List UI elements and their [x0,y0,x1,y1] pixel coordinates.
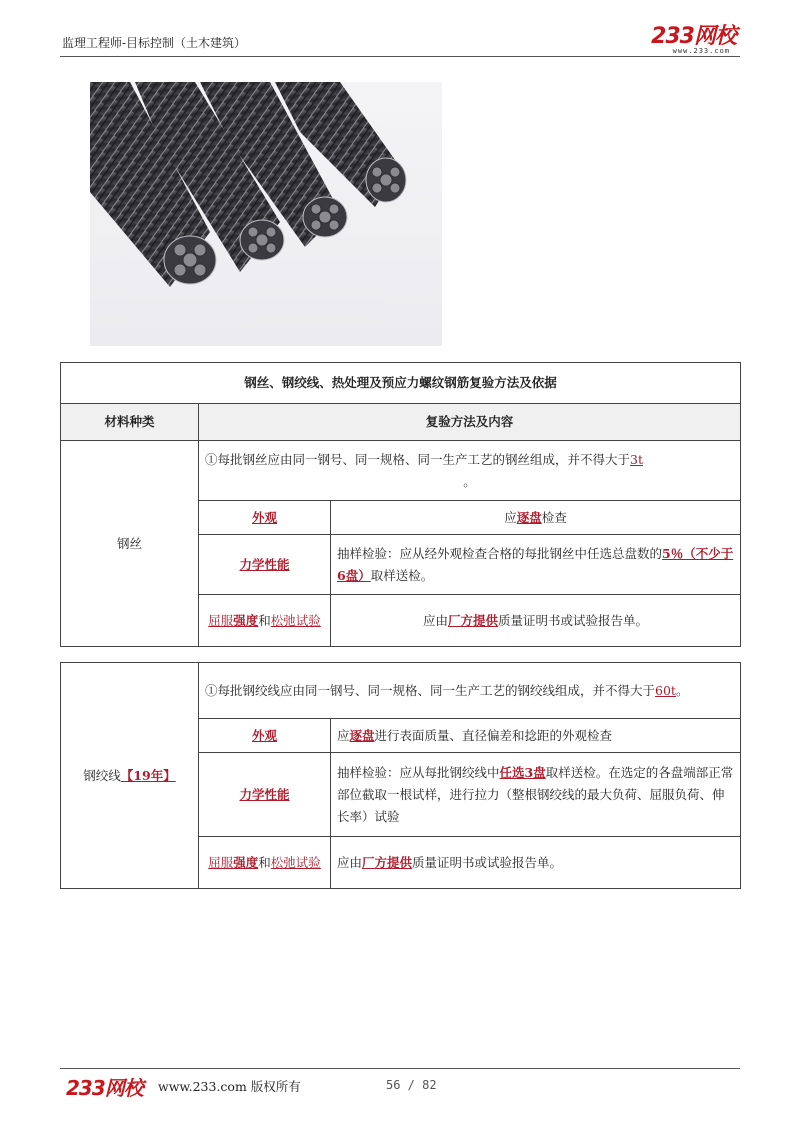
strand-appearance-keyword: 逐盘 [349,727,375,743]
mechanical-text-a: 抽样检验：应从经外观检查合格的每批钢丝中任选总盘数的 [337,545,663,561]
yield-label-4: 松弛试验 [270,612,321,628]
exam-year-tag: 【19年】 [120,767,176,783]
strand-batch-end: 。 [675,682,689,698]
page-number: 56 / 82 [386,1078,437,1092]
batch-rule-end: 。 [463,473,476,489]
col-header-material: 材料种类 [61,404,199,441]
yield-text-b: 质量证明书或试验报告单。 [498,612,649,628]
steel-strand-icon [90,82,442,346]
yield-text-a: 应由 [422,612,448,628]
header-divider [60,56,740,57]
table-caption: 钢丝、钢绞线、热处理及预应力螺纹钢筋复验方法及依据 [61,363,741,404]
appearance-keyword: 逐盘 [516,509,542,525]
col-header-method: 复验方法及内容 [199,404,741,441]
mechanical-method [331,535,741,595]
strand-appearance-b: 进行表面质量、直径偏差和捻距的外观检查 [374,727,613,743]
strand-prop-yield-relaxation [199,837,331,889]
mechanical-keyword: 5％（不少于6盘） [337,545,734,583]
yield-method [331,595,741,647]
prop-mechanical-label: 力学性能 [239,556,290,572]
steel-strand-photo [90,82,442,346]
strand-mechanical-keyword: 任选3盘 [499,764,546,780]
strand-appearance-method [331,719,741,753]
strand-appearance-a: 应 [337,727,350,743]
mechanical-text-b: 取样送检。 [370,567,434,583]
strand-batch-rule [199,663,741,719]
strand-mechanical-b: 取样送检。在选定的各盘端部正常部位截取一根试样，进行拉力（整根钢绞线的最大负荷、屈服负荷、伸长率）试验 [337,764,734,824]
strand-mechanical-a: 抽样检验：应从每批钢绞线中 [337,764,500,780]
strand-mechanical-method [331,753,741,837]
material-steel-strand-label: 钢绞线 [83,767,121,783]
batch-rule-text: ①每批钢丝应由同一钢号、同一规格、同一生产工艺的钢丝组成，并不得大于 [205,451,631,467]
material-steel-strand [61,663,199,889]
strand-yield-label-2: 强度 [233,854,259,870]
prop-yield-relaxation [199,595,331,647]
prop-appearance [199,501,331,535]
appearance-method [331,501,741,535]
strand-prop-appearance-label: 外观 [251,727,277,743]
strand-batch-text: ①每批钢绞线应由同一钢号、同一规格、同一生产工艺的钢绞线组成，并不得大于 [205,682,656,698]
appearance-text-b: 检查 [541,509,567,525]
brand-logo-url: www.233.com [672,47,730,55]
footer-logo[interactable]: 233网校 [66,1076,143,1100]
appearance-text-a: 应 [504,509,517,525]
strand-yield-label-4: 松弛试验 [270,854,321,870]
prop-appearance-label: 外观 [251,509,277,525]
strand-yield-keyword: 厂方提供 [362,854,413,870]
yield-label-2: 强度 [233,612,259,628]
brand-logo[interactable]: 233网校 [651,24,736,49]
footer-divider [60,1068,740,1069]
batch-limit-keyword: 3t [630,451,643,467]
page-header [60,26,740,56]
material-steel-wire: 钢丝 [61,441,199,647]
prop-mechanical [199,535,331,595]
strand-yield-label-1: 屈服 [208,854,234,870]
strand-yield-a: 应由 [337,854,363,870]
steel-strand-table [60,662,741,889]
yield-label-3: 和 [258,612,271,628]
strand-yield-method [331,837,741,889]
yield-keyword: 厂方提供 [448,612,499,628]
batch-rule [199,441,741,501]
strand-yield-b: 质量证明书或试验报告单。 [412,854,563,870]
strand-batch-keyword: 60t [655,682,676,698]
steel-wire-table [60,362,741,647]
strand-prop-mechanical [199,753,331,837]
strand-yield-label-3: 和 [258,854,271,870]
yield-label-1: 屈服 [208,612,234,628]
strand-prop-appearance [199,719,331,753]
header-title: 监理工程师-目标控制（土木建筑） [62,36,247,50]
strand-prop-mechanical-label: 力学性能 [239,786,290,802]
footer-copyright: www.233.com 版权所有 [158,1079,301,1094]
